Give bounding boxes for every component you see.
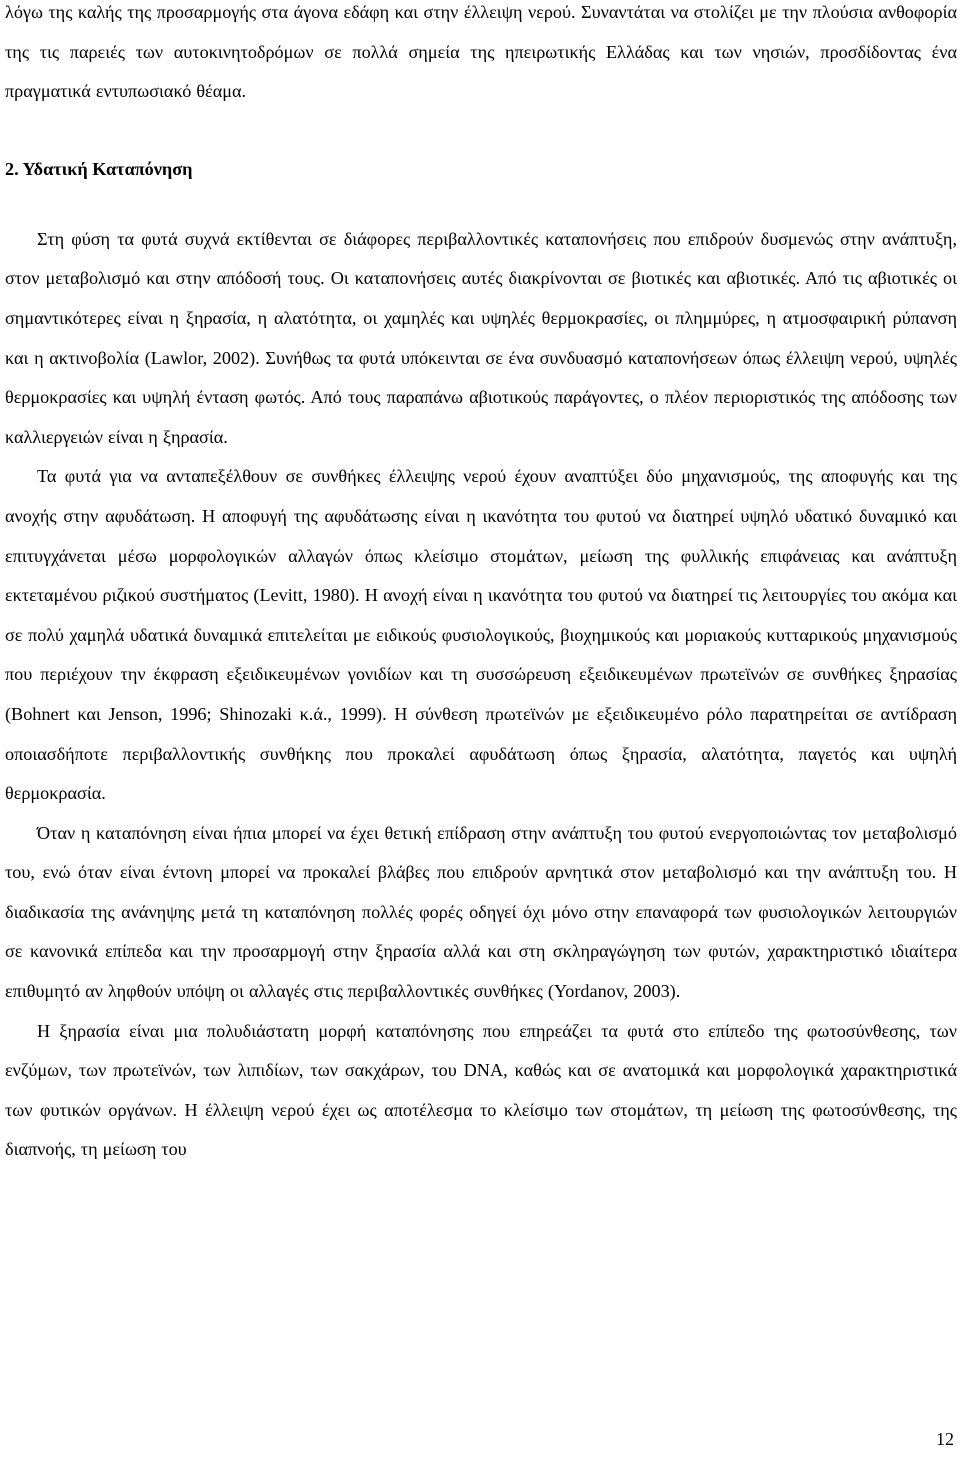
- document-page: [5, 0, 957, 1170]
- paragraph-stress-types: Στη φύση τα φυτά συχνά εκτίθενται σε διάφορες περιβαλλοντικές καταπονήσεις που επιδρούν δυσμενώς στην ανάπτυξη, στον μεταβολισμό και στην απόδοσή τους. Οι καταπονήσεις αυτές διακρίνονται σε βιοτικές και αβιοτικές. Από τις αβιοτικές οι σημαντικότερες είναι η ξηρασία, η αλατότητα, οι χαμηλές και υψηλές θερμοκρασίες, οι πλημμύρες, η ατμοσφαιρική ρύπανση και η ακτινοβολία (Lawlor, 2002). Συνήθως τα φυτά υπόκεινται σε ένα συνδυασμό καταπονήσεων όπως έλλειψη νερού, υψηλές θερμοκρασίες και υψηλή ένταση φωτός. Από τους παραπάνω αβιοτικούς παράγοντες, ο πλέον περιοριστικός της απόδοσης των καλλιεργειών είναι η ξηρασία.: [5, 228, 957, 447]
- section-heading: 2. Υδατική Καταπόνηση: [5, 158, 193, 179]
- paragraph-drought-definition: Η ξηρασία είναι μια πολυδιάστατη μορφή καταπόνησης που επηρεάζει τα φυτά στο επίπεδο της φωτοσύνθεσης, των ενζύμων, των πρωτεϊνών, των λιπιδίων, των σακχάρων, του DNA, καθώς και σε ανατομικά και μορφολογικά χαρακτηριστικά των φυτικών οργάνων. Η έλλειψη νερού έχει ως αποτέλεσμα το κλείσιμο των στομάτων, τη μείωση της φωτοσύνθεσης, της διαπνοής, τη μείωση του: [5, 1020, 957, 1160]
- paragraph-stress-effects: Όταν η καταπόνηση είναι ήπια μπορεί να έχει θετική επίδραση στην ανάπτυξη του φυτού ενεργοποιώντας τον μεταβολισμό του, ενώ όταν είναι έντονη μπορεί να προκαλεί βλάβες που επιδρούν αρνητικά στον μεταβολισμό και την ανάπτυξη του. Η διαδικασία της ανάνηψης μετά τη καταπόνηση πολλές φορές οδηγεί όχι μόνο στην επαναφορά των φυσιολογικών λειτουργιών σε κανονικά επίπεδα και την προσαρμογή στην ξηρασία αλλά και στη σκληραγώγηση των φυτών, χαρακτηριστικό ιδιαίτερα επιθυμητό αν ληφθούν υπόψη οι αλλαγές στις περιβαλλοντικές συνθήκες (Yordanov, 2003).: [5, 822, 957, 1002]
- paragraph-drought-mechanisms: Τα φυτά για να ανταπεξέλθουν σε συνθήκες έλλειψης νερού έχουν αναπτύξει δύο μηχανισμούς, της αποφυγής και της ανοχής στην αφυδάτωση. Η αποφυγή της αφυδάτωσης είναι η ικανότητα του φυτού να διατηρεί υψηλό υδατικό δυναμικό και επιτυγχάνεται μέσω μορφολογικών αλλαγών όπως κλείσιμο στομάτων, μείωση της φυλλικής επιφάνειας και ανάπτυξη εκτεταμένου ριζικού συστήματος (Levitt, 1980). Η ανοχή είναι η ικανότητα του φυτού να διατηρεί τις λειτουργίες του ακόμα και σε πολύ χαμηλά υδατικά δυναμικά επιτελείται με ειδικούς φυσιολογικούς, βιοχημικούς και μοριακούς κυτταρικούς μηχανισμούς που περιέχουν την έκφραση εξειδικευμένων γονιδίων και τη συσσώρευση εξειδικευμένων πρωτεϊνών σε συνθήκες ξηρασίας (Bohnert και Jenson, 1996; Shinozaki κ.ά., 1999). Η σύνθεση πρωτεϊνών με εξειδικευμένο ρόλο παρατηρείται σε αντίδραση οποιασδήποτε περιβαλλοντικής συνθήκης που προκαλεί αφυδάτωση όπως ξηρασία, αλατότητα, παγετός και υψηλή θερμοκρασία.: [5, 466, 957, 804]
- carryover-paragraph: λόγω της καλής της προσαρμογής στα άγονα εδάφη και στην έλλειψη νερού. Συναντάται να στολίζει με την πλούσια ανθοφορία της τις παρειές των αυτοκινητοδρόμων σε πολλά σημεία της ηπειρωτικής Ελλάδας και των νησιών, προσδίδοντας ένα πραγματικά εντυπωσιακό θέαμα.: [5, 2, 957, 102]
- page-number: 12: [936, 1429, 954, 1449]
